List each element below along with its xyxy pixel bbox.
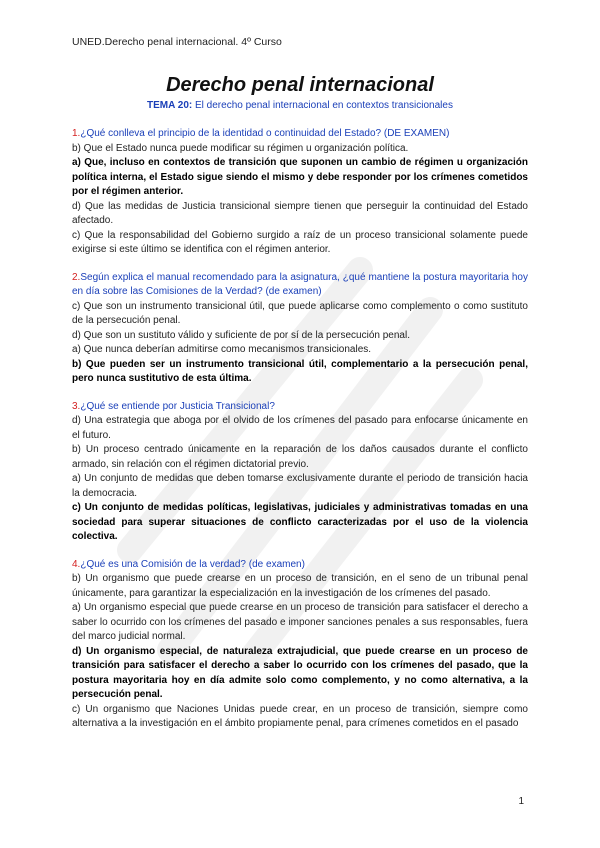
question-number: 1. — [72, 128, 81, 139]
answer-option: c) Que son un instrumento transicional útil, que puede aplicarse como complemento o como sustituto de la persecución penal. — [72, 300, 528, 326]
question-list — [72, 127, 528, 745]
answer-option: b) Un proceso centrado únicamente en la reparación de los daños causados durante el conflicto armado, sin relación con el régimen dictatorial previo. — [72, 444, 528, 470]
answer-option: d) Que son un sustituto válido y suficiente de por sí de la persecución penal. — [72, 329, 410, 341]
answer-option: c) Que la responsabilidad del Gobierno surgido a raíz de un proceso transicional solamente puede exigirse si este último se identifica con el régimen anterior. — [72, 229, 528, 255]
topic-number: TEMA 20: — [147, 100, 193, 111]
answer-option: b) Que el Estado nunca puede modificar su régimen u organización política. — [72, 142, 409, 154]
question-text: 2.Según explica el manual recomendado para la asignatura, ¿qué mantiene la postura mayoritaria hoy en día sobre las Comisiones de la Verdad? (de examen) — [72, 271, 528, 297]
question-item — [72, 400, 528, 545]
answer-option: c) Un organismo que Naciones Unidas puede crear, en un proceso de transición, siempre como alternativa a la investigación en el ámbito propiamente penal, para crímenes cometidos en el pasado — [72, 703, 528, 729]
question-number: 2. — [72, 271, 81, 283]
topic-title: El derecho penal internacional en contextos transicionales — [192, 100, 453, 111]
answer-option: a) Un conjunto de medidas que deben tomarse exclusivamente durante el periodo de transición hacia la democracia. — [72, 473, 528, 499]
answer-option: a) Que nunca deberían admitirse como mecanismos transicionales. — [72, 344, 372, 355]
question-text: 3.¿Qué se entiende por Justicia Transicional? — [72, 400, 275, 412]
page-number: 1 — [518, 796, 524, 807]
question-item — [72, 127, 528, 258]
topic-subtitle — [0, 100, 600, 111]
question-item — [72, 271, 528, 387]
question-item — [72, 558, 528, 732]
question-number: 3. — [72, 400, 81, 412]
correct-answer-option: d) Un organismo especial, de naturaleza extrajudicial, que puede crearse en un proceso de transición para satisfacer el derecho a saber lo ocurrido con los crímenes del pasado, que la postura mayoritaria hoy en día admite solo como complemento, y no como alternativa, a la persecución penal. — [72, 645, 528, 700]
correct-answer-option: c) Un conjunto de medidas políticas, legislativas, judiciales y administrativas tomadas en una sociedad para superar situaciones de conflicto caracterizadas por el uso de la violencia colectiva. — [72, 502, 528, 542]
question-number: 4. — [72, 558, 81, 570]
document-title: Derecho penal internacional — [166, 74, 434, 96]
correct-answer-option: a) Que, incluso en contextos de transición que suponen un cambio de régimen u organización política interna, el Estado sigue siendo el mismo y debe responder por los crímenes cometidos por el régimen anterior. — [72, 157, 528, 197]
answer-option: b) Un organismo que puede crearse en un proceso de transición, en el seno de un tribunal penal únicamente, para garantizar la especialización en la investigación de los crímenes del pasado. — [72, 573, 528, 599]
running-header: UNED.Derecho penal internacional. 4º Curso — [72, 36, 282, 48]
answer-option: d) Una estrategia que aboga por el olvido de los crímenes del pasado para enfocarse únicamente en el futuro. — [72, 415, 528, 441]
answer-option: d) Que las medidas de Justicia transicional siempre tienen que perseguir la continuidad del Estado afectado. — [72, 200, 528, 226]
answer-option: a) Un organismo especial que puede crearse en un proceso de transición para satisfacer el derecho a saber lo ocurrido con los crímenes del pasado e imponer sanciones penales a sus responsables, fuera del marco judicial normal. — [72, 602, 528, 642]
question-text: 4.¿Qué es una Comisión de la verdad? (de examen) — [72, 558, 305, 570]
question-text: 1.¿Qué conlleva el principio de la identidad o continuidad del Estado? (DE EXAMEN) — [72, 128, 450, 139]
correct-answer-option: b) Que pueden ser un instrumento transicional útil, complementario a la persecución penal, pero nunca sustitutivo de esta última. — [72, 358, 528, 384]
